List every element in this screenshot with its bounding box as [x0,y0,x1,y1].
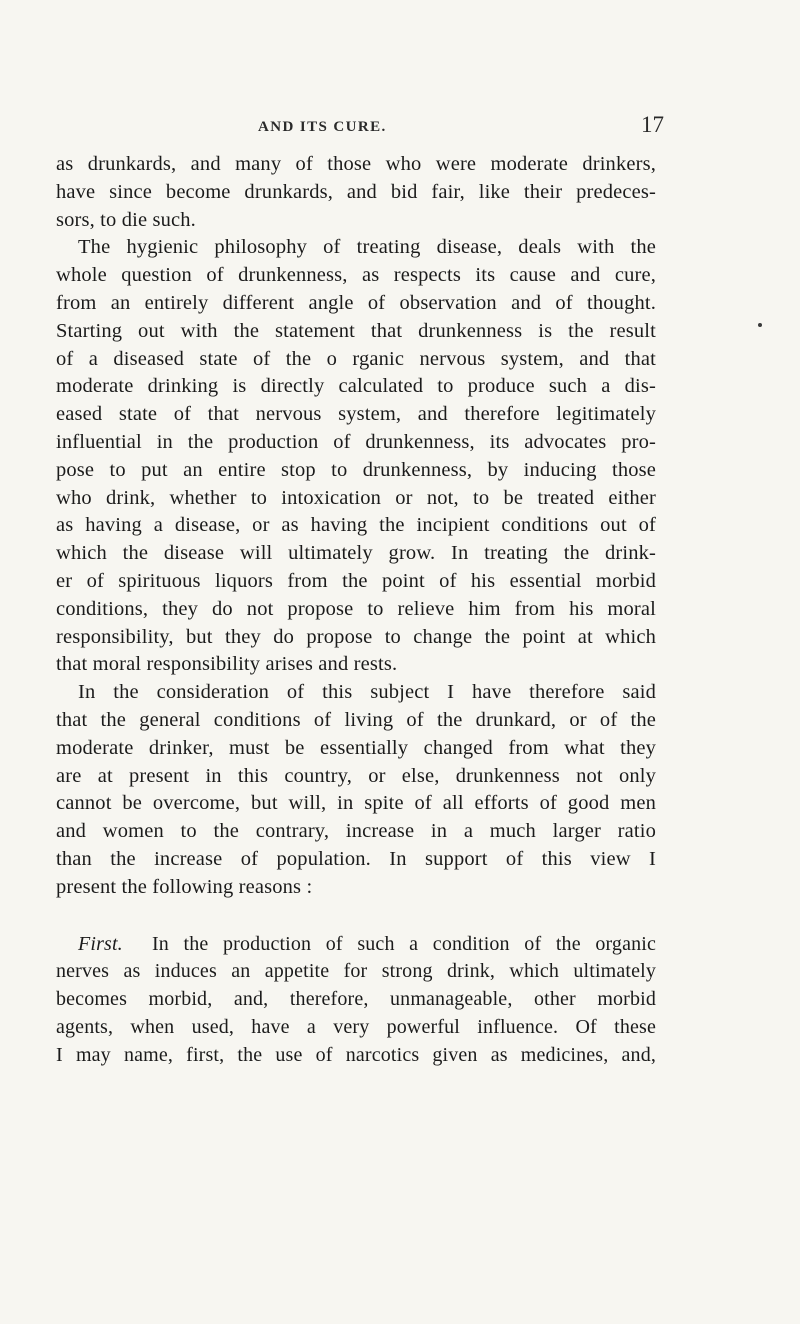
text-line: who drink, whether to intoxication or not, to be treated either [56,486,656,509]
text-line [56,931,656,959]
text-line: becomes morbid, and, therefore, unmanageable, other morbid [56,988,656,1011]
text-line: present the following reasons : [56,875,313,898]
text-line: have since become drunkards, and bid fair, like their predeces- [56,180,656,203]
text-line: cannot be overcome, but will, in spite of all efforts of good men [56,792,656,815]
text-line: that the general conditions of living of the drunkard, or of the [56,708,656,731]
text-line: influential in the production of drunkenness, its advocates pro- [56,430,656,453]
text-line: than the increase of population. In support of this view I [56,847,656,870]
text-line: of a diseased state of the o rganic nervous system, and that [56,347,656,370]
running-title: AND ITS CURE. [258,119,387,135]
text-line: from an entirely different angle of observation and of thought. [56,291,656,314]
text-line: which the disease will ultimately grow. In treating the drink- [56,542,656,565]
text-line: agents, when used, have a very powerful influence. Of these [56,1015,656,1038]
page-number: 17 [641,112,664,137]
text-line: are at present in this country, or else, drunkenness not only [56,764,656,787]
text-line: responsibility, but they do propose to change the point at which [56,625,656,648]
text-line: as having a disease, or as having the incipient conditions out of [56,514,656,537]
text-line: pose to put an entire stop to drunkenness, by inducing those [56,458,656,481]
body-text [56,151,656,1070]
text-line: In the consideration of this subject I have therefore said [78,681,656,704]
text-line: that moral responsibility arises and rests. [56,653,398,676]
text-line: conditions, they do not propose to relieve him from his moral [56,597,656,620]
text-line: nerves as induces an appetite for strong drink, which ultimately [56,960,656,983]
text-line: Starting out with the statement that drunkenness is the result [56,319,656,342]
text-line: er of spirituous liquors from the point of his essential morbid [56,569,656,592]
text-line: as drunkards, and many of those who were moderate drinkers, [56,153,656,175]
text-line: and women to the contrary, increase in a much larger ratio [56,820,656,843]
text-line: I may name, first, the use of narcotics given as medicines, and, [56,1043,656,1066]
margin-mark [758,323,762,327]
running-head [0,112,800,146]
text-line: eased state of that nervous system, and therefore legitimately [56,403,656,426]
text-line: whole question of drunkenness, as respects its cause and cure, [56,264,656,287]
text-line: The hygienic philosophy of treating disease, deals with the [78,236,656,259]
text-line: moderate drinker, must be essentially changed from what they [56,736,656,759]
reason-label: First. [78,932,123,955]
text-line: moderate drinking is directly calculated to produce such a dis- [56,375,656,398]
text-line: sors, to die such. [56,208,196,231]
paragraph-gap [56,902,656,931]
reason-text: In the production of such a condition of the organic [152,932,656,955]
